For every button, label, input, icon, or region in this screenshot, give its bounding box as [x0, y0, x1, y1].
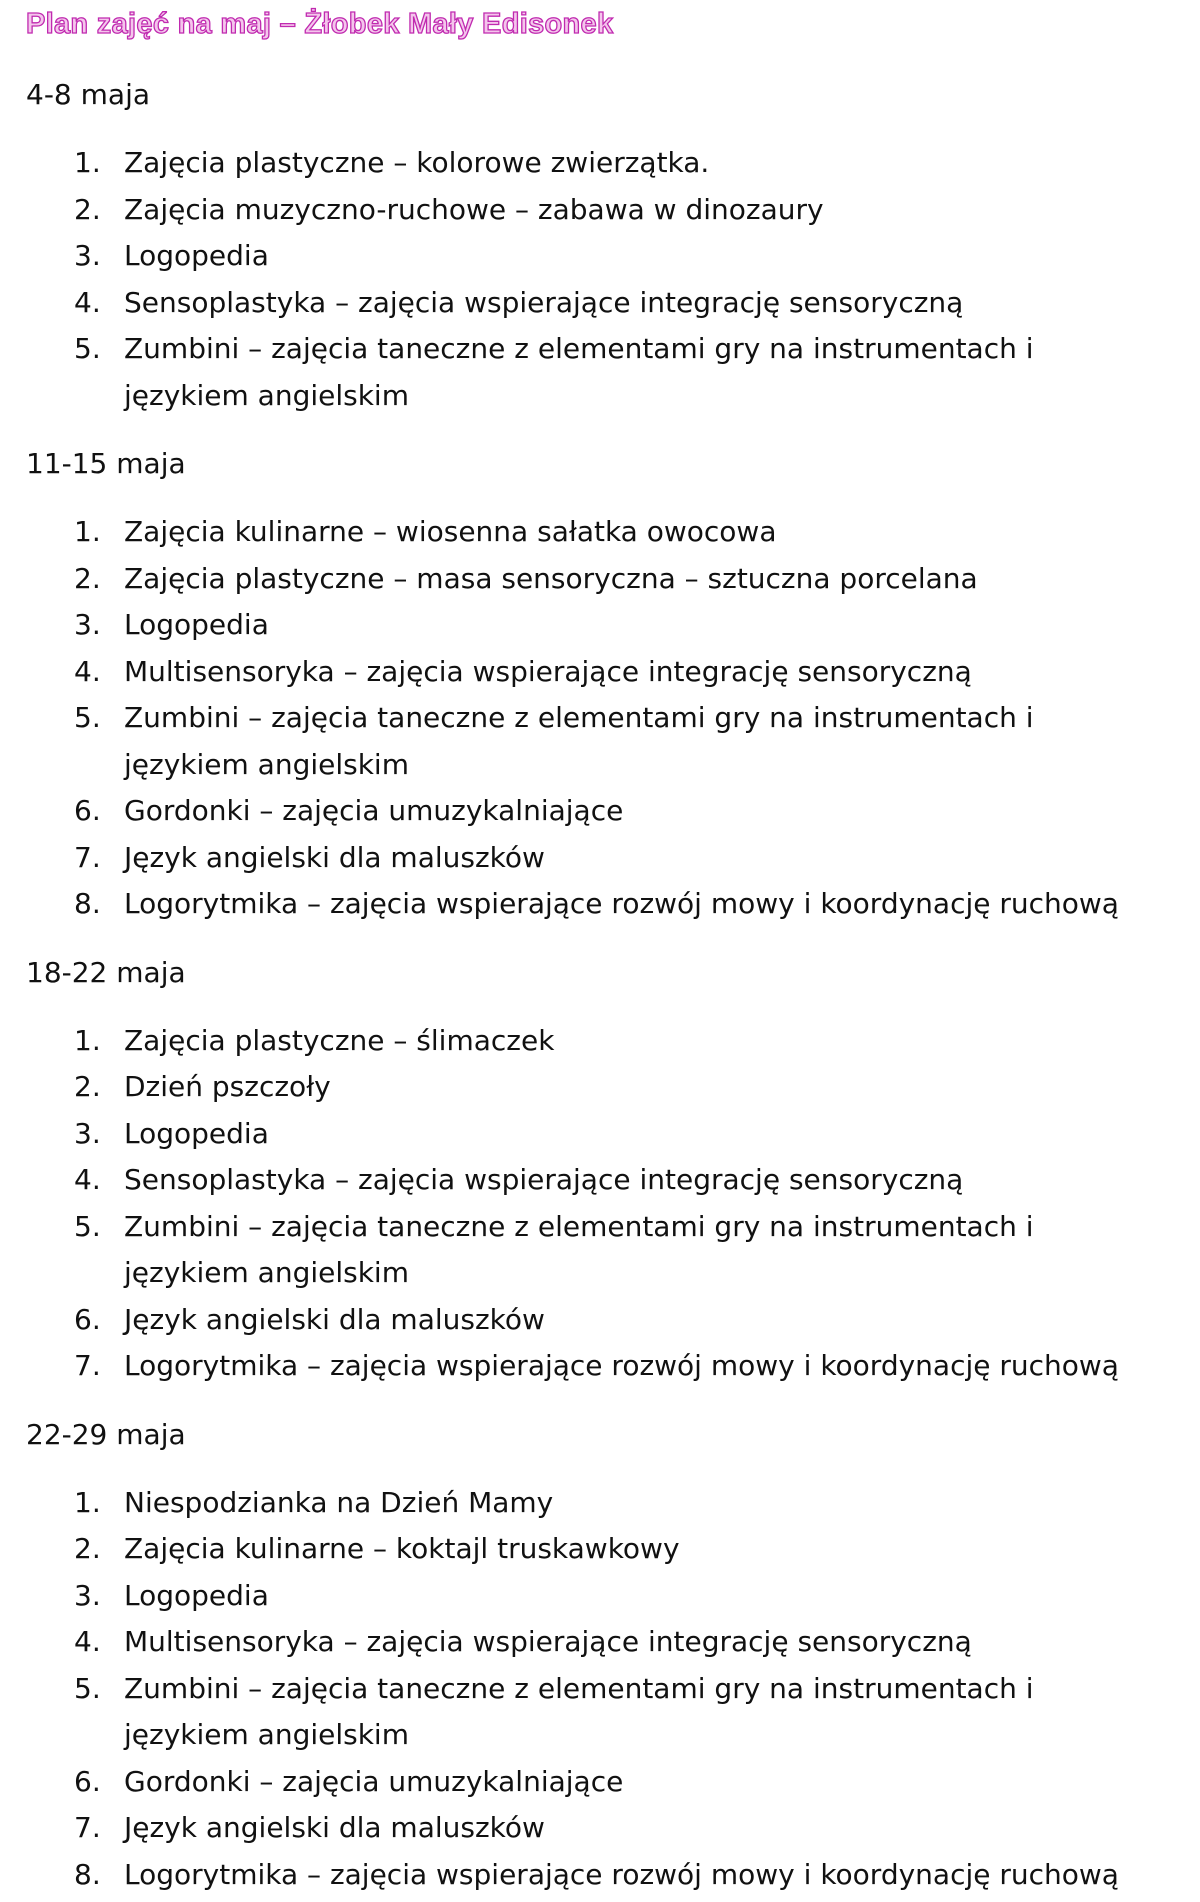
item-number: 1. — [74, 146, 101, 179]
item-number: 4. — [74, 285, 101, 319]
item-number: 7. — [74, 1811, 101, 1844]
item-text: Gordonki – zajęcia umuzykalniające — [124, 794, 624, 827]
item-number: 2. — [74, 561, 101, 595]
item-number: 5. — [74, 1209, 101, 1243]
item-text: Zajęcia plastyczne – ślimaczek — [124, 1023, 555, 1057]
item-text: Język angielski dla maluszków — [124, 1302, 545, 1336]
list-item — [26, 1852, 1174, 1899]
week-section — [26, 1412, 1174, 1899]
item-text: Gordonki – zajęcia umuzykalniające — [124, 1764, 624, 1798]
item-number: 2. — [74, 192, 101, 226]
item-text: Sensoplastyka – zajęcia wspierające integrację sensoryczną — [124, 285, 964, 319]
item-text: Język angielski dla maluszków — [124, 1811, 545, 1844]
list-item — [26, 1573, 1174, 1620]
list-item — [26, 649, 1174, 696]
list-item — [26, 233, 1174, 280]
activity-list — [26, 1018, 1174, 1390]
list-item — [26, 1297, 1174, 1344]
item-text: Zumbini – zajęcia taneczne z elementami gry na instrumentach i językiem angielskim — [124, 1209, 1034, 1289]
item-text: Zajęcia plastyczne – kolorowe zwierzątka. — [124, 146, 710, 179]
list-item — [26, 1480, 1174, 1527]
list-item — [26, 1759, 1174, 1806]
activity-list — [26, 140, 1174, 419]
activity-list — [26, 509, 1174, 928]
list-item — [26, 1157, 1174, 1204]
item-number: 7. — [74, 840, 101, 874]
item-text: Logorytmika – zajęcia wspierające rozwój mowy i koordynację ruchową — [124, 887, 1119, 920]
item-text: Logopedia — [124, 1116, 269, 1150]
item-number: 7. — [74, 1349, 101, 1382]
item-text: Multisensoryka – zajęcia wspierające integrację sensoryczną — [124, 1625, 972, 1658]
item-number: 1. — [74, 515, 101, 548]
item-text: Zumbini – zajęcia taneczne z elementami gry na instrumentach i językiem angielskim — [124, 332, 1034, 412]
list-item — [26, 602, 1174, 649]
item-number: 5. — [74, 332, 101, 365]
list-item — [26, 788, 1174, 835]
item-number: 2. — [74, 1070, 101, 1103]
item-number: 3. — [74, 239, 101, 272]
item-text: Dzień pszczoły — [124, 1070, 331, 1103]
item-text: Zajęcia muzyczno-ruchowe – zabawa w dinozaury — [124, 192, 824, 226]
list-item — [26, 835, 1174, 882]
list-item — [26, 326, 1174, 419]
activity-list — [26, 1480, 1174, 1899]
list-item — [26, 695, 1174, 788]
week-section — [26, 950, 1174, 1390]
list-item — [26, 280, 1174, 327]
item-text: Zumbini – zajęcia taneczne z elementami gry na instrumentach i językiem angielskim — [124, 701, 1034, 781]
list-item — [26, 1018, 1174, 1065]
list-item — [26, 1064, 1174, 1111]
list-item — [26, 556, 1174, 603]
item-number: 4. — [74, 1625, 101, 1658]
list-item — [26, 1204, 1174, 1297]
week-heading: 11-15 maja — [26, 447, 186, 480]
item-number: 6. — [74, 794, 101, 827]
document-title: Plan zajęć na maj – Żłobek Mały Edisonek — [26, 8, 614, 40]
list-item — [26, 1619, 1174, 1666]
item-text: Multisensoryka – zajęcia wspierające integrację sensoryczną — [124, 654, 972, 688]
item-text: Logorytmika – zajęcia wspierające rozwój mowy i koordynację ruchową — [124, 1349, 1119, 1382]
week-section — [26, 72, 1174, 419]
item-number: 3. — [74, 1578, 101, 1612]
item-number: 6. — [74, 1764, 101, 1798]
item-text: Logopedia — [124, 608, 269, 641]
item-number: 4. — [74, 654, 101, 688]
item-text: Zajęcia plastyczne – masa sensoryczna – sztuczna porcelana — [124, 561, 978, 595]
item-text: Zajęcia kulinarne – wiosenna sałatka owocowa — [124, 515, 777, 548]
item-number: 5. — [74, 1671, 101, 1705]
item-number: 5. — [74, 701, 101, 734]
item-number: 1. — [74, 1023, 101, 1057]
item-number: 1. — [74, 1485, 101, 1519]
item-text: Zajęcia kulinarne – koktajl truskawkowy — [124, 1532, 680, 1565]
item-text: Logorytmika – zajęcia wspierające rozwój mowy i koordynację ruchową — [124, 1857, 1119, 1891]
list-item — [26, 187, 1174, 234]
item-text: Sensoplastyka – zajęcia wspierające integrację sensoryczną — [124, 1163, 964, 1196]
item-text: Niespodzianka na Dzień Mamy — [124, 1485, 554, 1519]
week-heading: 4-8 maja — [26, 78, 151, 111]
item-number: 4. — [74, 1163, 101, 1196]
list-item — [26, 1805, 1174, 1852]
week-heading: 22-29 maja — [26, 1417, 186, 1451]
list-item — [26, 140, 1174, 187]
week-heading: 18-22 maja — [26, 955, 186, 989]
item-number: 6. — [74, 1302, 101, 1336]
item-text: Język angielski dla maluszków — [124, 840, 545, 874]
item-number: 8. — [74, 887, 101, 920]
item-number: 3. — [74, 608, 101, 641]
item-number: 2. — [74, 1532, 101, 1565]
item-text: Logopedia — [124, 1578, 269, 1612]
list-item — [26, 1526, 1174, 1573]
item-text: Zumbini – zajęcia taneczne z elementami gry na instrumentach i językiem angielskim — [124, 1671, 1034, 1751]
item-number: 8. — [74, 1857, 101, 1891]
item-text: Logopedia — [124, 239, 269, 272]
list-item — [26, 881, 1174, 928]
list-item — [26, 1343, 1174, 1390]
list-item — [26, 1111, 1174, 1158]
list-item — [26, 509, 1174, 556]
item-number: 3. — [74, 1116, 101, 1150]
list-item — [26, 1666, 1174, 1759]
week-section — [26, 441, 1174, 928]
